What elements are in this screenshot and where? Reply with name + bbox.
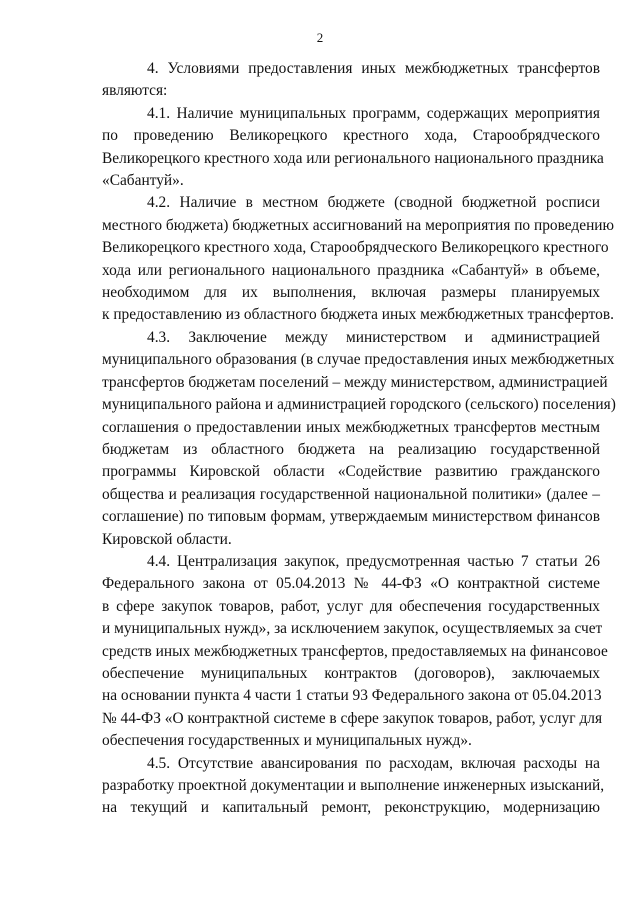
- text-line: программы Кировской области «Содействие развитию гражданского: [102, 463, 600, 481]
- paragraph-4: [102, 58, 600, 103]
- text-line: 4. Условиями предоставления иных межбюджетных трансфертов: [147, 60, 600, 77]
- document-body: [102, 58, 616, 820]
- text-line: «Сабантуй».: [102, 172, 184, 190]
- text-line: бюджетам из областного бюджета на реализацию государственной: [102, 440, 600, 458]
- text-line: Кировской области.: [102, 530, 232, 548]
- text-line: Великорецкого крестного хода, Старообрядческого Великорецкого крестного: [102, 239, 609, 257]
- text-line: муниципального района и администрацией городского (сельского) поселения): [102, 396, 616, 414]
- text-line: к предоставлению из областного бюджета иных межбюджетных трансфертов.: [102, 306, 614, 324]
- paragraph-4-4: [102, 551, 608, 753]
- text-line: 4.3. Заключение между министерством и администрацией: [147, 328, 600, 346]
- text-line: муниципального образования (в случае предоставления иных межбюджетных: [102, 351, 615, 369]
- paragraph-4-1: [102, 103, 604, 193]
- text-line: 4.2. Наличие в местном бюджете (сводной бюджетной росписи: [147, 194, 600, 212]
- paragraph-4-2: [102, 192, 615, 326]
- text-line: 4.5. Отсутствие авансирования по расходам, включая расходы на: [147, 754, 600, 772]
- text-line: средств иных межбюджетных трансфертов, предоставляемых на финансовое: [102, 642, 608, 660]
- text-line: по проведению Великорецкого крестного хода, Старообрядческого: [102, 127, 600, 145]
- text-line: являются:: [102, 82, 168, 100]
- text-line: обеспечение муниципальных контрактов (договоров), заключаемых: [102, 664, 600, 682]
- paragraph-4-5: [102, 753, 605, 820]
- text-line: и муниципальных нужд», за исключением закупок, осуществляемых за счет: [102, 620, 603, 638]
- text-line: необходимом для их выполнения, включая размеры планируемых: [102, 284, 600, 302]
- page-number: 2: [316, 30, 324, 45]
- text-line: Великорецкого крестного хода или регионального национального праздника: [102, 149, 604, 167]
- text-line: трансфертов бюджетам поселений – между министерством, администрацией: [102, 373, 608, 391]
- paragraph-4-3: [102, 327, 616, 551]
- text-line: местного бюджета) бюджетных ассигнований на мероприятия по проведению: [102, 216, 615, 234]
- text-line: № 44-ФЗ «О контрактной системе в сфере закупок товаров, работ, услуг для: [102, 709, 603, 727]
- text-line: соглашение) по типовым формам, утверждаемым министерством финансов: [102, 508, 600, 526]
- text-line: 4.4. Централизация закупок, предусмотренная частью 7 статьи 26: [147, 552, 600, 570]
- text-line: Федерального закона от 05.04.2013 № 44-ФЗ «О контрактной системе: [102, 575, 600, 593]
- text-line: обеспечения государственных и муниципальных нужд».: [102, 732, 472, 750]
- text-line: 4.1. Наличие муниципальных программ, содержащих мероприятия: [147, 104, 600, 122]
- text-line: в сфере закупок товаров, работ, услуг для обеспечения государственных: [102, 597, 600, 615]
- text-line: на текущий и капитальный ремонт, реконструкцию, модернизацию: [102, 799, 600, 817]
- text-line: на основании пункта 4 части 1 статьи 93 Федерального закона от 05.04.2013: [102, 687, 602, 705]
- text-line: соглашения о предоставлении иных межбюджетных трансфертов местным: [102, 418, 600, 436]
- text-line: хода или регионального национального праздника «Сабантуй» в объеме,: [102, 261, 600, 279]
- text-line: разработку проектной документации и выполнение инженерных изысканий,: [102, 777, 605, 794]
- text-line: общества и реализация государственной национальной политики» (далее –: [102, 485, 600, 503]
